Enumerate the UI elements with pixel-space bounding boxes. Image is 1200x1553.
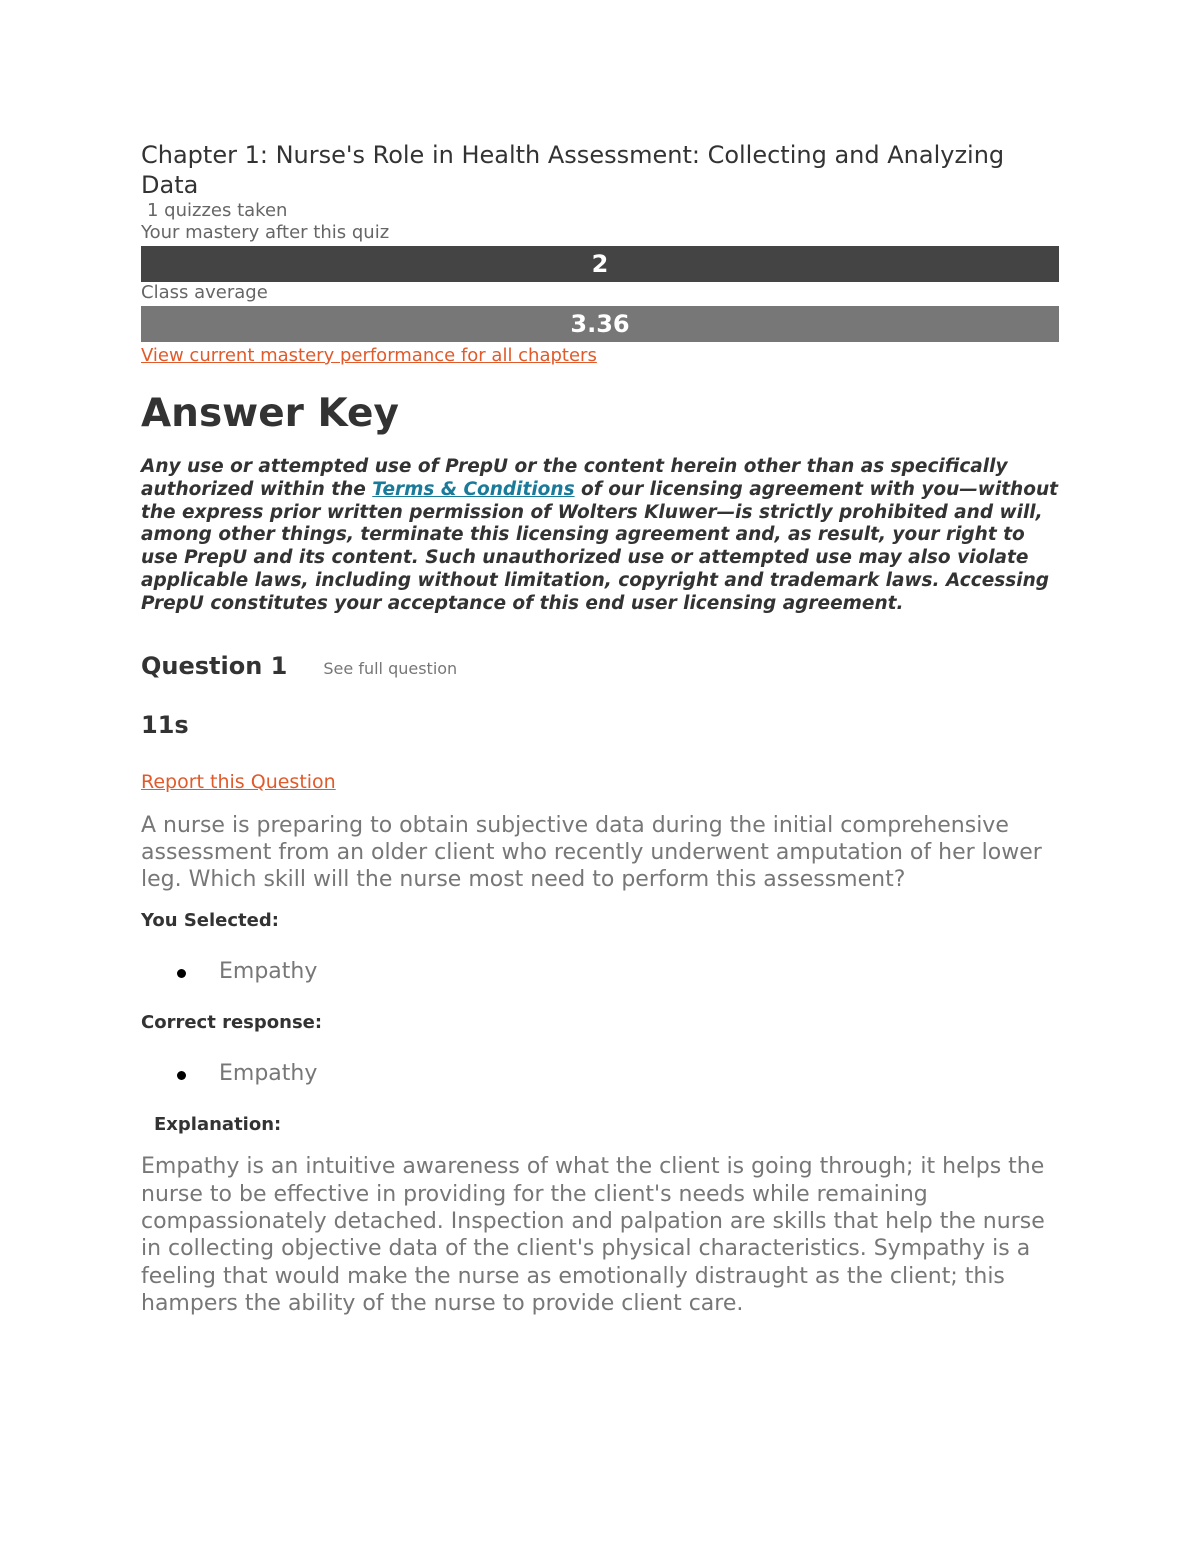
- question-title: Question 1: [141, 651, 288, 680]
- correct-answer-list: [141, 1059, 1059, 1089]
- license-disclaimer: [141, 456, 1059, 616]
- correct-answer-text: Empathy: [219, 1061, 318, 1087]
- explanation-text: Empathy is an intuitive awareness of what the client is going through; it helps the nurse to be effective in providing for the client's needs while remaining compassionately detached. Inspection and palpation are skills that help the nurse in collecting objective data of the client's physical characteristics. Sympathy is a feeling that would make the nurse as emotionally distraught as the client; this hampers the ability of the nurse to provide client care.: [141, 1154, 1045, 1316]
- mastery-label: Your mastery after this quiz: [141, 222, 390, 243]
- quizzes-taken-count: 1 quizzes taken: [147, 200, 288, 221]
- view-mastery-link[interactable]: View current mastery performance for all chapters: [141, 345, 597, 366]
- disclaimer-text-start: Any use or attempted use of PrepU or the content herein other than as specifically authorized within the: [141, 456, 1008, 500]
- class-average-label: Class average: [141, 282, 268, 303]
- see-full-question-link[interactable]: See full question: [323, 658, 458, 678]
- selected-answer: [141, 957, 1059, 987]
- disclaimer-text-end: of our licensing agreement with you—without the express prior written permission of Wolters Kluwer—is strictly prohibited and will, among other things, terminate this licensing agreement and, as result, your right to use PrepU and its content. Such unauthorized use or attempted use may also violate applicable laws, including without limitation, copyright and trademark laws. Accessing PrepU constitutes your acceptance of this end user licensing agreement.: [141, 478, 1058, 614]
- bullet-icon: [177, 969, 186, 978]
- question-time: 11s: [141, 710, 189, 739]
- question-text: A nurse is preparing to obtain subjective data during the initial comprehensive assessment from an older client who recently underwent amputation of her lower leg. Which skill will the nurse most need to perform this assessment?: [141, 812, 1042, 893]
- question-header: [141, 652, 1059, 682]
- answer-key-heading: Answer Key: [141, 391, 399, 436]
- you-selected-label: You Selected:: [141, 910, 279, 932]
- correct-answer: [141, 1059, 1059, 1089]
- document-page: [141, 140, 1059, 1317]
- report-question-link[interactable]: Report this Question: [141, 770, 336, 793]
- class-average-bar: 3.36: [141, 306, 1059, 342]
- explanation-label: Explanation:: [154, 1114, 282, 1136]
- bullet-icon: [177, 1071, 186, 1080]
- mastery-bar: 2: [141, 246, 1059, 282]
- chapter-title: Chapter 1: Nurse's Role in Health Assessment: Collecting and Analyzing Data: [141, 141, 1005, 199]
- correct-response-label: Correct response:: [141, 1012, 323, 1034]
- selected-answer-text: Empathy: [219, 959, 318, 985]
- terms-conditions-link[interactable]: Terms & Conditions: [372, 478, 575, 500]
- selected-answer-list: [141, 957, 1059, 987]
